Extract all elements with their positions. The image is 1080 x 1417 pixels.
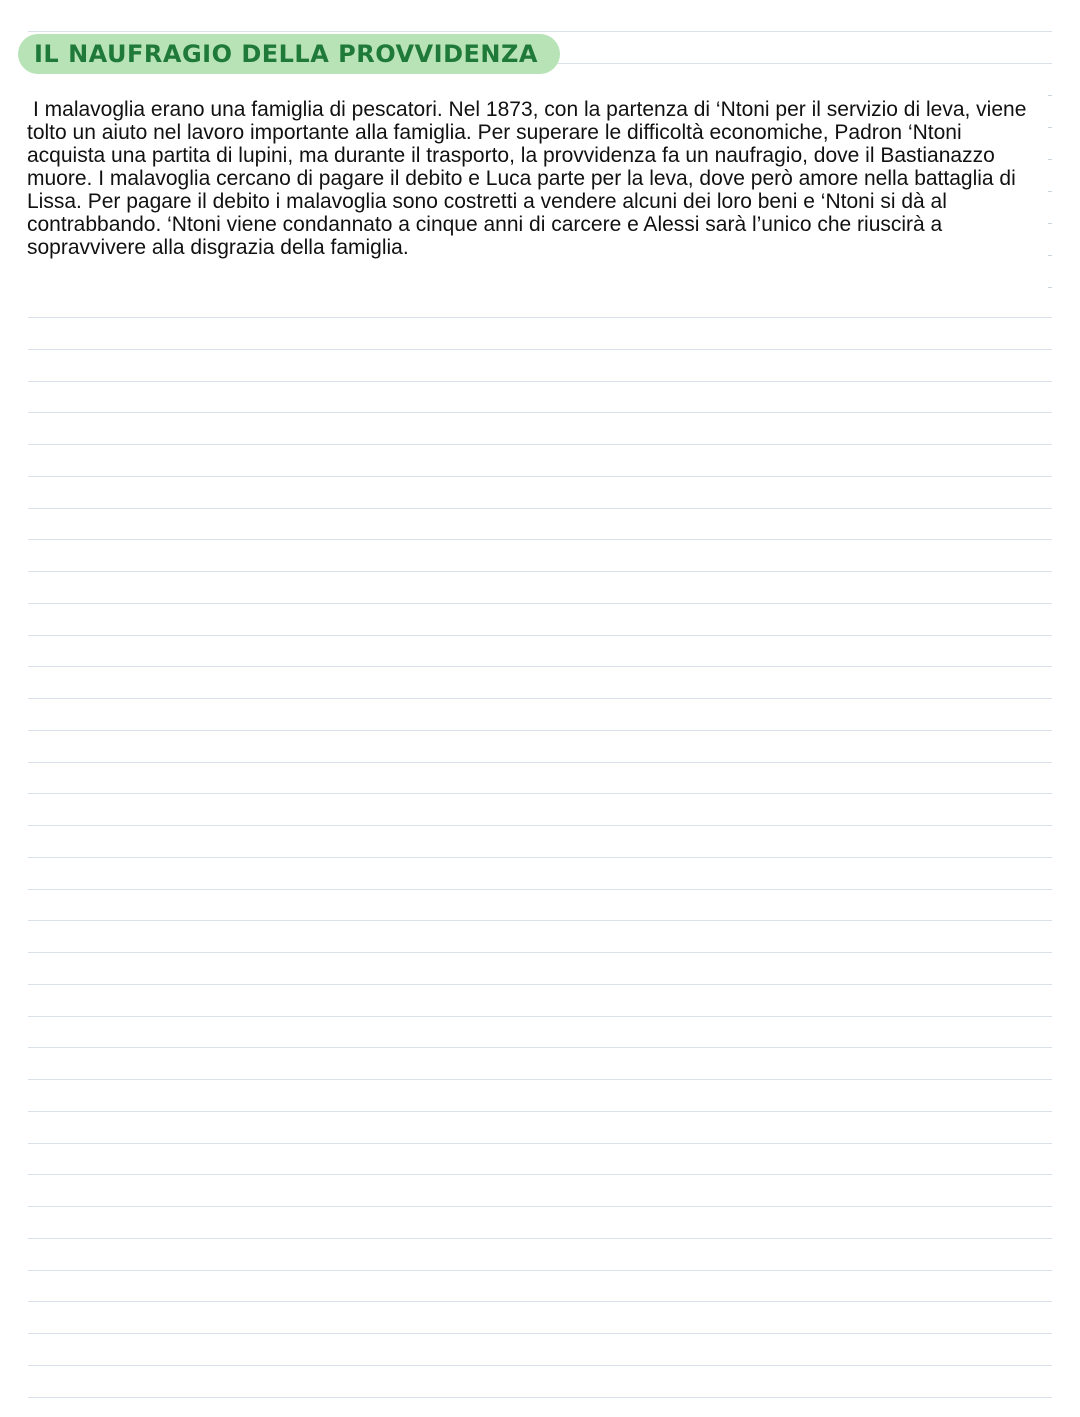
ruled-line	[28, 1174, 1052, 1175]
ruled-line	[28, 984, 1052, 985]
ruled-line	[28, 1143, 1052, 1144]
ruled-line	[28, 889, 1052, 890]
margin-tick	[1048, 223, 1052, 224]
ruled-line	[28, 444, 1052, 445]
ruled-line	[28, 317, 1052, 318]
ruled-line	[28, 1016, 1052, 1017]
ruled-line	[28, 666, 1052, 667]
body-paragraph: I malavoglia erano una famiglia di pescatori. Nel 1873, con la partenza di ‘Ntoni per il servizio di leva, viene tolto un aiuto nel lavoro importante alla famiglia. Per superare le difficoltà economiche, Padron ‘Ntoni acquista una partita di lupini, ma durante il trasporto, la provvidenza fa un naufragio, dove il Bastianazzo muore. I malavoglia cercano di pagare il debito e Luca parte per la leva, dove però amore nella battaglia di Lissa. Per pagare il debito i malavoglia sono costretti a vendere alcuni dei loro beni e ‘Ntoni si dà al contrabbando. ‘Ntoni viene condannato a cinque anni di carcere e Alessi sarà l’unico che riuscirà a sopravvivere alla disgrazia della famiglia.	[27, 98, 1027, 259]
ruled-line	[28, 793, 1052, 794]
margin-tick	[1048, 127, 1052, 128]
ruled-line	[28, 603, 1052, 604]
ruled-line	[28, 825, 1052, 826]
ruled-line	[28, 1079, 1052, 1080]
ruled-line	[28, 698, 1052, 699]
ruled-line	[28, 508, 1052, 509]
ruled-line	[28, 31, 1052, 32]
ruled-line	[28, 1365, 1052, 1366]
ruled-line	[28, 349, 1052, 350]
margin-tick	[1048, 255, 1052, 256]
title-highlight	[18, 34, 560, 74]
ruled-line	[28, 381, 1052, 382]
page-title: IL NAUFRAGIO DELLA PROVVIDENZA	[34, 40, 538, 68]
ruled-line	[28, 952, 1052, 953]
margin-tick	[1048, 191, 1052, 192]
ruled-line	[500, 63, 1052, 64]
margin-tick	[1048, 287, 1052, 288]
ruled-line	[28, 857, 1052, 858]
ruled-line	[28, 920, 1052, 921]
ruled-line	[28, 1301, 1052, 1302]
ruled-line	[28, 412, 1052, 413]
ruled-line	[28, 1111, 1052, 1112]
ruled-line	[28, 1333, 1052, 1334]
ruled-line	[28, 1270, 1052, 1271]
ruled-line	[28, 571, 1052, 572]
ruled-line	[28, 762, 1052, 763]
margin-tick	[1048, 159, 1052, 160]
margin-tick	[1048, 95, 1052, 96]
ruled-line	[28, 730, 1052, 731]
ruled-line	[28, 1397, 1052, 1398]
ruled-line	[28, 1238, 1052, 1239]
ruled-line	[28, 476, 1052, 477]
ruled-line	[28, 539, 1052, 540]
ruled-line	[28, 1206, 1052, 1207]
ruled-line	[28, 635, 1052, 636]
ruled-line	[28, 1047, 1052, 1048]
